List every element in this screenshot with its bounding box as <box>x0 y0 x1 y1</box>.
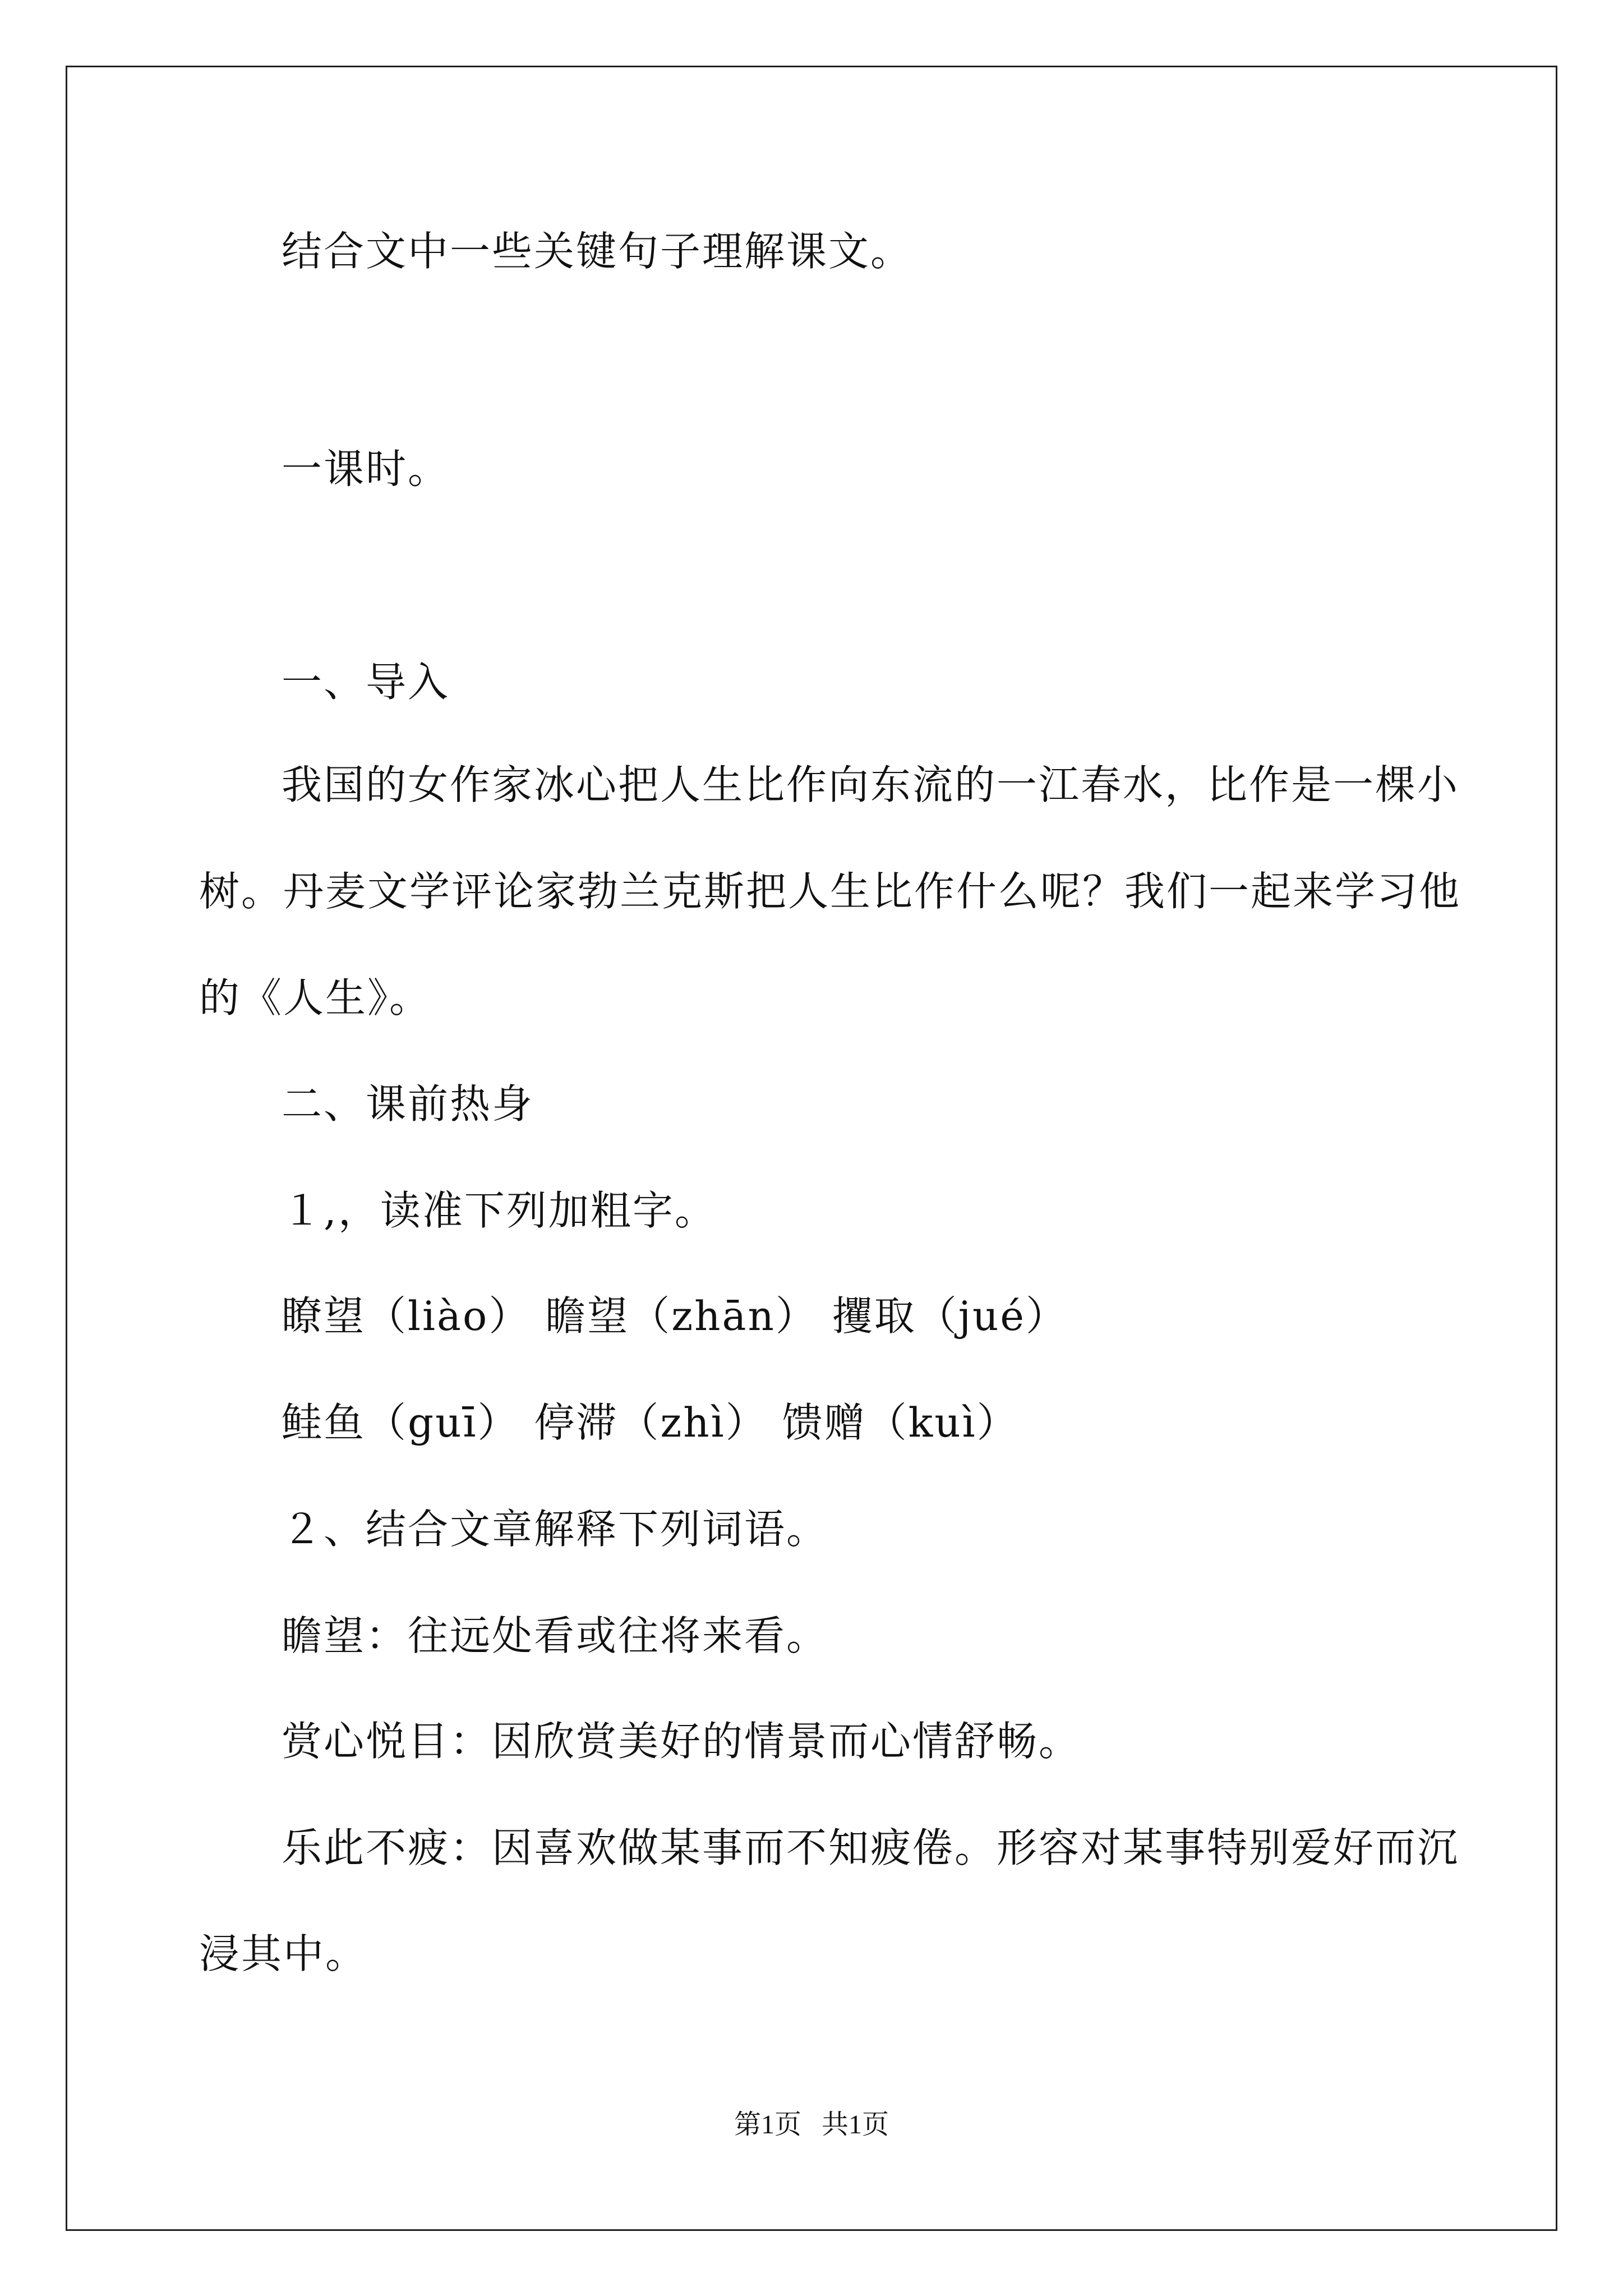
objective-line: 结合文中一些关键句子理解课文。 <box>282 228 913 275</box>
definition-shangxinyuemu: 赏心悦目：因欣赏美好的情景而心情舒畅。 <box>282 1718 1081 1765</box>
section-heading-intro: 一、导入 <box>282 659 450 706</box>
definition-lecibupi-line-2: 浸其中。 <box>199 1930 368 1977</box>
definition-zhanwang: 瞻望：往远处看或往将来看。 <box>282 1612 829 1659</box>
intro-paragraph-line-2: 树。丹麦文学评论家勃兰克斯把人生比作什么呢？我们一起来学习他 <box>199 868 1461 915</box>
intro-paragraph-line-3: 的《人生》。 <box>199 974 432 1022</box>
task-1-heading: １,，读准下列加粗字。 <box>282 1187 717 1234</box>
intro-paragraph-line-1: 我国的女作家冰心把人生比作向东流的一江春水，比作是一棵小 <box>282 761 1460 808</box>
page-number-footer: 第1页 共1页 <box>734 2110 889 2139</box>
task-2-heading: ２、结合文章解释下列词语。 <box>282 1506 829 1553</box>
page-border <box>66 66 1557 2231</box>
pinyin-row-1: 瞭望（liào） 瞻望（zhān） 攫取（jué） <box>282 1292 1068 1340</box>
section-heading-warmup: 二、课前热身 <box>282 1080 534 1128</box>
class-hours-line: 一课时。 <box>282 445 450 493</box>
pinyin-row-2: 鲑鱼（guī） 停滞（zhì） 馈赠（kuì） <box>282 1399 1019 1446</box>
definition-lecibupi-line-1: 乐此不疲：因喜欢做某事而不知疲倦。形容对某事特别爱好而沉 <box>282 1824 1460 1871</box>
